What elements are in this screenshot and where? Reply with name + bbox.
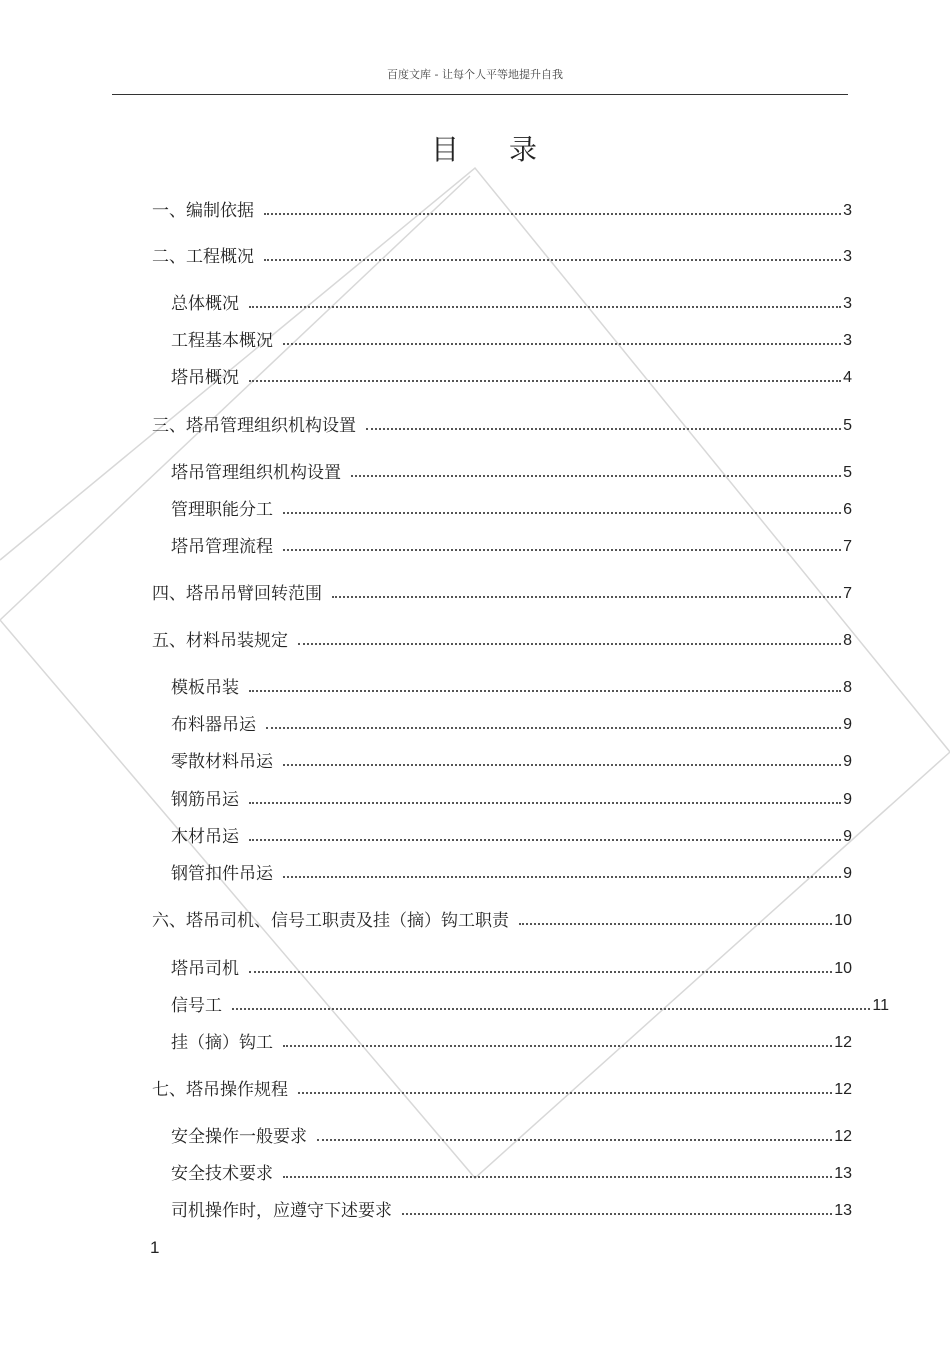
toc-entry-label: 塔吊概况 bbox=[171, 368, 239, 388]
toc-entry-label: 五、材料吊装规定 bbox=[152, 631, 288, 651]
toc-dot-leader bbox=[332, 596, 841, 598]
toc-entry-label: 零散材料吊运 bbox=[171, 752, 273, 772]
toc-entry-page: 10 bbox=[834, 912, 852, 929]
toc-entry-page: 12 bbox=[834, 1128, 852, 1145]
toc-entry-page: 3 bbox=[843, 202, 852, 219]
toc-dot-leader bbox=[249, 690, 841, 692]
toc-dot-leader bbox=[249, 839, 841, 841]
toc-entry-page: 8 bbox=[843, 679, 852, 696]
toc-entry[interactable] bbox=[152, 1074, 852, 1100]
toc-dot-leader bbox=[283, 549, 841, 551]
toc-entry-label: 工程基本概况 bbox=[171, 331, 273, 351]
toc-dot-leader bbox=[264, 259, 841, 261]
toc-dot-leader bbox=[298, 643, 841, 645]
toc-entry-page: 6 bbox=[843, 501, 852, 518]
toc-entry[interactable] bbox=[171, 457, 852, 483]
toc-dot-leader bbox=[351, 475, 841, 477]
toc-entry-page: 9 bbox=[843, 716, 852, 733]
toc-entry[interactable] bbox=[171, 1027, 852, 1053]
toc-dot-leader bbox=[249, 306, 841, 308]
toc-entry-label: 木材吊运 bbox=[171, 827, 239, 847]
toc-entry-label: 七、塔吊操作规程 bbox=[152, 1080, 288, 1100]
toc-entry[interactable] bbox=[171, 1121, 852, 1147]
toc-dot-leader bbox=[249, 802, 841, 804]
toc-dot-leader bbox=[266, 727, 841, 729]
toc-entry-page: 12 bbox=[834, 1081, 852, 1098]
toc-entry[interactable] bbox=[171, 1195, 852, 1221]
page-header: 百度文库 - 让每个人平等地提升自我 bbox=[387, 68, 563, 81]
toc-entry-label: 一、编制依据 bbox=[152, 201, 254, 221]
toc-entry-page: 13 bbox=[834, 1202, 852, 1219]
toc-entry[interactable] bbox=[171, 990, 889, 1016]
toc-entry-label: 模板吊装 bbox=[171, 678, 239, 698]
toc-entry[interactable] bbox=[171, 784, 852, 810]
toc-dot-leader bbox=[283, 764, 841, 766]
toc-entry[interactable] bbox=[152, 578, 852, 604]
toc-dot-leader bbox=[283, 876, 841, 878]
toc-dot-leader bbox=[283, 1045, 832, 1047]
toc-entry-label: 信号工 bbox=[171, 996, 222, 1016]
toc-dot-leader bbox=[283, 1176, 832, 1178]
toc-entry-label: 钢筋吊运 bbox=[171, 790, 239, 810]
toc-entry-label: 六、塔吊司机、信号工职责及挂（摘）钩工职责 bbox=[152, 911, 509, 931]
toc-dot-leader bbox=[264, 213, 841, 215]
toc-entry[interactable] bbox=[171, 1158, 852, 1184]
toc-entry-label: 塔吊管理流程 bbox=[171, 537, 273, 557]
toc-entry[interactable] bbox=[171, 288, 852, 314]
toc-entry-label: 安全技术要求 bbox=[171, 1164, 273, 1184]
toc-entry-page: 10 bbox=[834, 960, 852, 977]
toc-entry[interactable] bbox=[171, 494, 852, 520]
toc-dot-leader bbox=[298, 1092, 832, 1094]
toc-entry[interactable] bbox=[152, 195, 852, 221]
toc-entry-page: 7 bbox=[843, 538, 852, 555]
toc-title: 目录 bbox=[430, 133, 587, 166]
toc-entry-page: 9 bbox=[843, 865, 852, 882]
toc-entry[interactable] bbox=[171, 746, 852, 772]
toc-entry[interactable] bbox=[171, 709, 852, 735]
toc-entry-label: 布料器吊运 bbox=[171, 715, 256, 735]
toc-entry-label: 管理职能分工 bbox=[171, 500, 273, 520]
toc-entry-page: 3 bbox=[843, 295, 852, 312]
toc-entry[interactable] bbox=[171, 953, 852, 979]
toc-entry-page: 8 bbox=[843, 632, 852, 649]
toc-entry-label: 二、工程概况 bbox=[152, 247, 254, 267]
toc-entry-label: 塔吊司机 bbox=[171, 959, 239, 979]
toc-dot-leader bbox=[249, 971, 832, 973]
toc-entry[interactable] bbox=[171, 858, 852, 884]
toc-dot-leader bbox=[366, 428, 841, 430]
toc-dot-leader bbox=[317, 1139, 832, 1141]
toc-dot-leader bbox=[402, 1213, 832, 1215]
toc-entry[interactable] bbox=[171, 672, 852, 698]
toc-entry-page: 3 bbox=[843, 332, 852, 349]
toc-dot-leader bbox=[283, 512, 841, 514]
toc-entry[interactable] bbox=[171, 362, 852, 388]
toc-entry-page: 12 bbox=[834, 1034, 852, 1051]
toc-dot-leader bbox=[519, 923, 832, 925]
toc-entry-label: 挂（摘）钩工 bbox=[171, 1033, 273, 1053]
toc-entry-page: 9 bbox=[843, 828, 852, 845]
toc-entry-page: 4 bbox=[843, 369, 852, 386]
toc-entry-page: 9 bbox=[843, 791, 852, 808]
toc-entry[interactable] bbox=[152, 625, 852, 651]
toc-entry-label: 塔吊管理组织机构设置 bbox=[171, 463, 341, 483]
toc-entry-page: 3 bbox=[843, 248, 852, 265]
toc-entry[interactable] bbox=[152, 905, 852, 931]
toc-entry-page: 11 bbox=[872, 997, 889, 1014]
toc-entry-label: 三、塔吊管理组织机构设置 bbox=[152, 416, 356, 436]
page-number: 1 bbox=[150, 1238, 160, 1257]
toc-entry-label: 总体概况 bbox=[171, 294, 239, 314]
toc-entry[interactable] bbox=[152, 241, 852, 267]
toc-entry-page: 9 bbox=[843, 753, 852, 770]
toc-entry[interactable] bbox=[152, 410, 852, 436]
toc-dot-leader bbox=[249, 380, 841, 382]
toc-entry-label: 钢管扣件吊运 bbox=[171, 864, 273, 884]
toc-entry-page: 5 bbox=[843, 464, 852, 481]
toc-entry-page: 5 bbox=[843, 417, 852, 434]
toc-entry-label: 安全操作一般要求 bbox=[171, 1127, 307, 1147]
toc-entry[interactable] bbox=[171, 821, 852, 847]
toc-entry[interactable] bbox=[171, 325, 852, 351]
toc-entry-label: 四、塔吊吊臂回转范围 bbox=[152, 584, 322, 604]
toc-entry-page: 7 bbox=[843, 585, 852, 602]
toc-dot-leader bbox=[283, 343, 841, 345]
toc-entry[interactable] bbox=[171, 531, 852, 557]
toc-entry-page: 13 bbox=[834, 1165, 852, 1182]
toc-dot-leader bbox=[232, 1008, 870, 1010]
toc-entry-label: 司机操作时，应遵守下述要求 bbox=[171, 1201, 392, 1221]
